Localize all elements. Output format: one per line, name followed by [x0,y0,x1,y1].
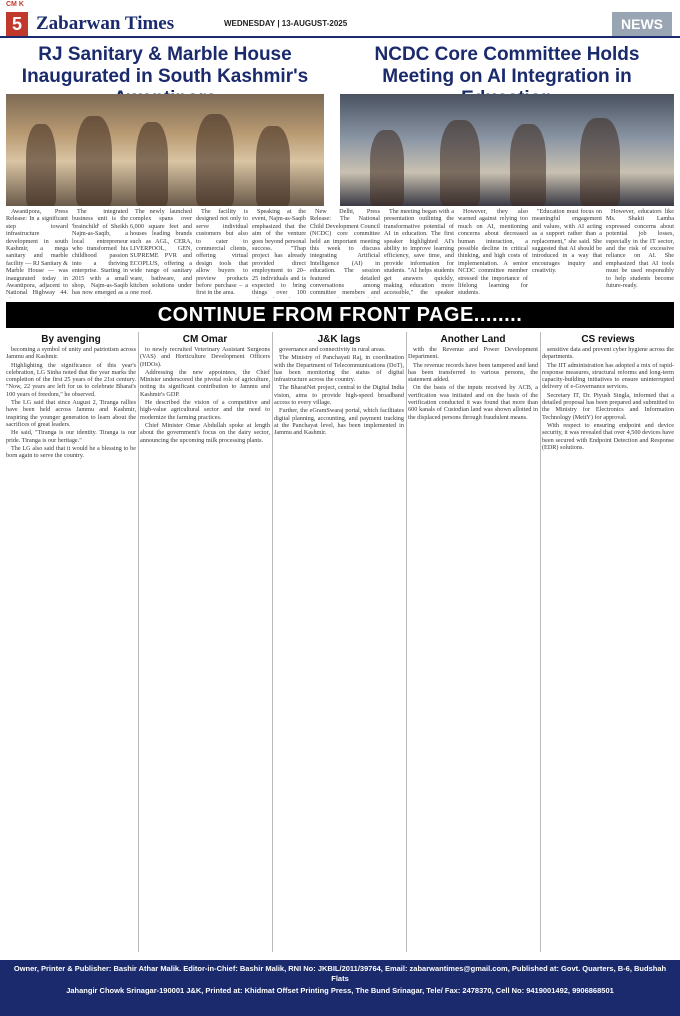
continued-story-heading: J&K lags [317,334,361,345]
column-divider [540,332,541,952]
continued-story-heading: By avenging [41,334,101,345]
cmyk-mark: CM K [6,1,24,8]
continued-story: J&K lags governance and connectivity in rural areas. The Ministry of Panchayati Raj, in coordination with the Department of Telecommunications (DoT), has been monitoring the status of digital infrastructure across the country. The BharatNet project, central to the Digital India vision, aims to provide high-speed broadband access to every village. Further, the eGramSwaraj portal, which facilitates digital planning, accounting, and payment tracking at the Panchayat level, has been implemented in Jammu and Kashmir. [274,334,404,437]
masthead [0,12,680,38]
left-story-column: Awantipora, Press Release: In a significant step toward infrastructure development in south Kashmir, a mega sanitary and marble facility — RJ Sanitary & Marble House — was inaugurated today in Awantipora, adjacent to National Highway 44. [6,208,68,297]
page-number: 5 [6,12,28,36]
continued-story-heading: CM Omar [182,334,228,345]
continued-story: CS reviews sensitive data and prevent cyber hygiene across the departments. The IIT administration has adopted a mix of rapid-response measures, structural reforms and long-term capacity-building initiatives to ensure uninterrupted delivery of e-Governance services. Secretary IT, Dr. Piyush Singla, informed that a detailed proposal has been prepared and submitted to the Ministry for Electronics and Information Technology (MeitY) for approval. With respect to ensuring endpoint and device security, it was revealed that over 4,500 devices have been secured with Endpoint Detection and Response (EDR) solutions. [542,334,674,451]
continued-story: By avenging becoming a symbol of unity and patriotism across Jammu and Kashmir. Highlighting the significance of this year's celebration, LG Sinha noted that the year marks the completion of the first 25 years of the 21st century. "Now, 22 years are left for us to celebrate Bharat's 100 years of freedom," he observed. The LG said that since August 2, Tiranga rallies have been held across Jammu and Kashmir, inspiring the younger generation to learn about the sacrifices of great leaders. He said, "Tiranga is our identity. Tiranga is our pride. Tiranga is our heritage." The LG also said that it would be a blessing to be born again to serve the country. [6,334,136,460]
right-story-column: "Education must focus on meaningful engagement and values, with AI acting as a support rather than a replacement," she said. She suggested that AI should be introduced in a way that encourages inquiry and creativity. [532,208,602,275]
column-divider [138,332,139,952]
imprint-line: Jahangir Chowk Srinagar-190001 J&K, Printed at: Khidmat Offset Printing Press, The Bund Srinagar, Tele/ Fax: 2478370, Cell No: 9419001492, 9906868501 [66,986,614,995]
left-story-headline: RJ Sanitary & Marble House Inaugurated in South Kashmir's [21,44,309,87]
right-story-column: However, educators like Ms. Shakti Lamba expressed concerns about potential job losses, especially in the IT sector, and the risk of excessive reliance on AI. She emphasized that AI tools must be used responsibly to help students become future-ready. [606,208,674,290]
date-line: WEDNESDAY | 13-AUGUST-2025 [224,19,348,28]
right-story-column: New Delhi, Press Release: The National Child Development Council (NCDC) core committee held an important meeting this week to discuss integrating Artificial Intelligence (AI) in education. The session featured detailed conversations among committee members and [310,208,380,297]
imprint-footer [0,960,680,1016]
section-badge: NEWS [612,12,672,36]
left-story-column: Speaking at the event, Najm-as-Saqib emphasized that the aim of the venture goes beyond personal success. "Thap project has already provided direct employment to 20–25 individuals and is expected to bring things over 100 [252,208,306,297]
right-story-photo [340,94,674,206]
column-divider [272,332,273,952]
left-story-column: The integrated business unit is the 'brainchild' of Sheikh Najm-as-Saqib, a local entrepreneur who transformed his childhood passion into a thriving enterprise. Starting in 2015 with a small shop, Najm-as-Saqib has now emerged as a [72,208,128,297]
top-strip [0,0,680,10]
left-story-photo [6,94,324,206]
continued-story-heading: CS reviews [581,334,635,345]
continued-story-heading: Another Land [440,334,506,345]
paper-name: Zabarwan Times [36,13,175,34]
continued-story: Another Land with the Revenue and Power Development Department. The revenue records have been tampered and land has been transferred to various persons, the statement added. On the basis of the inputs received by ACB, a verification was initiated and on the basis of the verification conducted it was found that more than 600 kanals of Custodian land was shown allotted in the displaced persons through fraudulent means. [408,334,538,421]
left-story-column: The newly launched complex spans over 6,000 square feet and houses leading brands such as AGL, CERA, LIVERPOOL, GEN, SUPREME PVR and ECOPLUS, offering a wide range of sanitary ware, bathware, and kitchen solutions under one roof. [130,208,192,297]
left-story-column: The facility is designed not only to serve individual customers but also to cater to commercial clients, offering virtual design tools that allow buyers to preview products before purchase – a first in the area. [196,208,248,297]
imprint-line: Owner, Printer & Publisher: Bashir Athar Malik. Editor-in-Chief: Bashir Malik, RNI No: JKBIL/2011/39764, Email: zabarwantimes@gmail.com, Published at: Govt. Quarters, B-6, Budshah Flats [13,964,667,983]
continued-story: CM Omar to newly recruited Veterinary Assistant Surgeons (VAS) and Horticulture Development Officers (HDOs). Addressing the new appointees, the Chief Minister underscored the pivotal role of agriculture, noting its significant contribution to Jammu and Kashmir's GDP. He described the vision of a competitive and high-value agricultural sector and the need to modernize the farming practices. Chief Minister Omar Abdullah spoke at length about the government's focus on the dairy sector, announcing the upcoming milk processing plants. [140,334,270,444]
right-story-headline: NCDC Core Committee Holds Meeting on AI Integration in [374,44,640,87]
right-story-column: The meeting began with a presentation outlining the transformative potential of AI in education. The first speaker highlighted AI's ability to improve learning efficiency, save time, and provide information for students. "AI helps students get answers quickly, making education more accessible," the speaker [384,208,454,297]
column-divider [406,332,407,952]
right-story-column: However, they also warned against relying too much on AI, mentioning concerns about decreased human interaction, a possible decline in critical thinking, and high costs of implementation. A senior NCDC committee member stressed the importance of lifelong learning for students. [458,208,528,297]
continue-from-front-banner: CONTINUE FROM FRONT PAGE........ [6,302,674,328]
